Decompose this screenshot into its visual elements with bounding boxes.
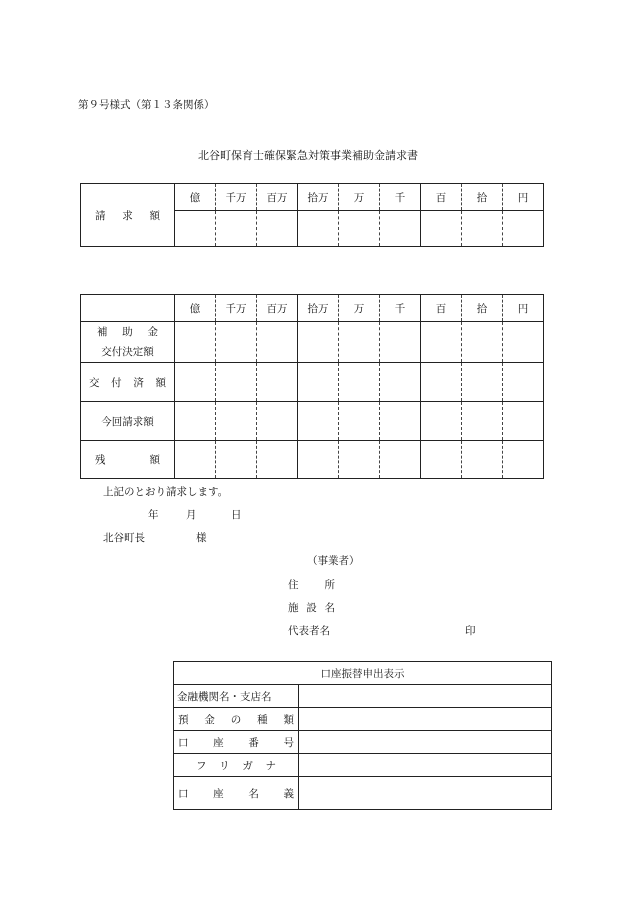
amount-cell[interactable] — [380, 322, 421, 363]
document-title: 北谷町保育士確保緊急対策事業補助金請求書 — [198, 149, 418, 162]
request-statement: 上記のとおり請求します。 — [103, 486, 229, 498]
furigana-label: フ リ ガ ナ — [174, 754, 299, 777]
amount-cell[interactable] — [298, 402, 339, 441]
unit-hyaku: 百 — [421, 295, 462, 322]
unit-ju: 拾 — [462, 184, 503, 211]
subsidy-summary-table — [80, 294, 544, 479]
account-number-field[interactable] — [299, 731, 552, 754]
amount-cell[interactable] — [216, 211, 257, 247]
amount-cell[interactable] — [421, 211, 462, 247]
amount-cell[interactable] — [503, 402, 544, 441]
amount-cell[interactable] — [216, 441, 257, 479]
amount-cell[interactable] — [339, 211, 380, 247]
amount-cell[interactable] — [421, 402, 462, 441]
amount-cell[interactable] — [339, 322, 380, 363]
unit-juman: 拾万 — [298, 295, 339, 322]
date-month[interactable]: 月 — [186, 509, 197, 521]
amount-cell[interactable] — [421, 363, 462, 402]
paid-amount-label: 交 付 済 額 — [81, 363, 175, 402]
amount-cell[interactable] — [257, 402, 298, 441]
amount-cell[interactable] — [503, 441, 544, 479]
digit-header-row — [81, 295, 544, 322]
amount-cell[interactable] — [175, 402, 216, 441]
table-row — [81, 402, 544, 441]
table-row — [174, 731, 552, 754]
unit-man: 万 — [339, 295, 380, 322]
unit-ju: 拾 — [462, 295, 503, 322]
account-header-row — [174, 662, 552, 685]
addressee-honorific: 様 — [196, 532, 207, 544]
amount-cell[interactable] — [298, 322, 339, 363]
applicant-heading: （事業者） — [307, 555, 360, 567]
date-day[interactable]: 日 — [231, 509, 242, 521]
date-year[interactable]: 年 — [148, 509, 159, 521]
account-holder-label: 口 座 名 義 — [174, 777, 299, 810]
account-holder-field[interactable] — [299, 777, 552, 810]
account-transfer-table — [173, 661, 552, 810]
unit-senman: 千万 — [216, 295, 257, 322]
account-table-header: 口座振替申出表示 — [174, 662, 552, 685]
amount-cell[interactable] — [298, 211, 339, 247]
deposit-type-label: 預 金 の 種 類 — [174, 708, 299, 731]
table-row — [174, 777, 552, 810]
facility-name-label: 施 設 名 — [288, 602, 335, 614]
addressee-name: 北谷町長 — [103, 532, 145, 544]
address-label: 住 所 — [288, 579, 335, 591]
unit-juman: 拾万 — [298, 184, 339, 211]
unit-sen: 千 — [380, 295, 421, 322]
amount-cell[interactable] — [216, 363, 257, 402]
unit-oku: 億 — [175, 295, 216, 322]
amount-cell[interactable] — [462, 211, 503, 247]
bank-branch-label: 金融機関名・支店名 — [174, 685, 299, 708]
unit-hyakuman: 百万 — [257, 184, 298, 211]
bank-branch-field[interactable] — [299, 685, 552, 708]
decided-amount-label: 補 助 金 交付決定額 — [81, 322, 175, 363]
table-row — [81, 363, 544, 402]
request-amount-table — [80, 183, 544, 247]
furigana-field[interactable] — [299, 754, 552, 777]
unit-man: 万 — [339, 184, 380, 211]
blank-header-cell — [81, 295, 175, 322]
amount-cell[interactable] — [462, 322, 503, 363]
balance-label: 残 額 — [81, 441, 175, 479]
unit-en: 円 — [503, 184, 544, 211]
account-number-label: 口 座 番 号 — [174, 731, 299, 754]
amount-cell[interactable] — [421, 322, 462, 363]
unit-senman: 千万 — [216, 184, 257, 211]
table-row — [81, 322, 544, 363]
current-request-label: 今回請求額 — [81, 402, 175, 441]
amount-cell[interactable] — [339, 402, 380, 441]
amount-cell[interactable] — [380, 363, 421, 402]
table-row — [174, 685, 552, 708]
representative-label: 代表者名 — [288, 625, 330, 637]
amount-cell[interactable] — [175, 211, 216, 247]
amount-cell[interactable] — [380, 211, 421, 247]
amount-cell[interactable] — [175, 441, 216, 479]
amount-cell[interactable] — [175, 322, 216, 363]
amount-cell[interactable] — [380, 441, 421, 479]
form-number: 第９号様式（第１３条関係） — [78, 99, 215, 111]
digit-header-row — [81, 184, 544, 211]
amount-cell[interactable] — [257, 211, 298, 247]
amount-cell[interactable] — [503, 363, 544, 402]
unit-en: 円 — [503, 295, 544, 322]
amount-cell[interactable] — [462, 363, 503, 402]
table-row — [81, 441, 544, 479]
unit-hyakuman: 百万 — [257, 295, 298, 322]
amount-cell[interactable] — [380, 402, 421, 441]
unit-hyaku: 百 — [421, 184, 462, 211]
amount-cell[interactable] — [339, 363, 380, 402]
amount-cell[interactable] — [216, 402, 257, 441]
amount-cell[interactable] — [175, 363, 216, 402]
amount-cell[interactable] — [421, 441, 462, 479]
amount-cell[interactable] — [257, 322, 298, 363]
unit-sen: 千 — [380, 184, 421, 211]
amount-cell[interactable] — [462, 402, 503, 441]
amount-cell[interactable] — [503, 211, 544, 247]
request-amount-label: 請 求 額 — [81, 184, 175, 247]
amount-cell[interactable] — [339, 441, 380, 479]
table-row — [174, 754, 552, 777]
seal-mark: 印 — [465, 625, 476, 637]
amount-cell[interactable] — [257, 441, 298, 479]
table-row — [174, 708, 552, 731]
amount-cell[interactable] — [462, 441, 503, 479]
amount-cell[interactable] — [257, 363, 298, 402]
amount-cell[interactable] — [216, 322, 257, 363]
amount-cell[interactable] — [298, 441, 339, 479]
amount-cell[interactable] — [298, 363, 339, 402]
unit-oku: 億 — [175, 184, 216, 211]
amount-cell[interactable] — [503, 322, 544, 363]
deposit-type-field[interactable] — [299, 708, 552, 731]
